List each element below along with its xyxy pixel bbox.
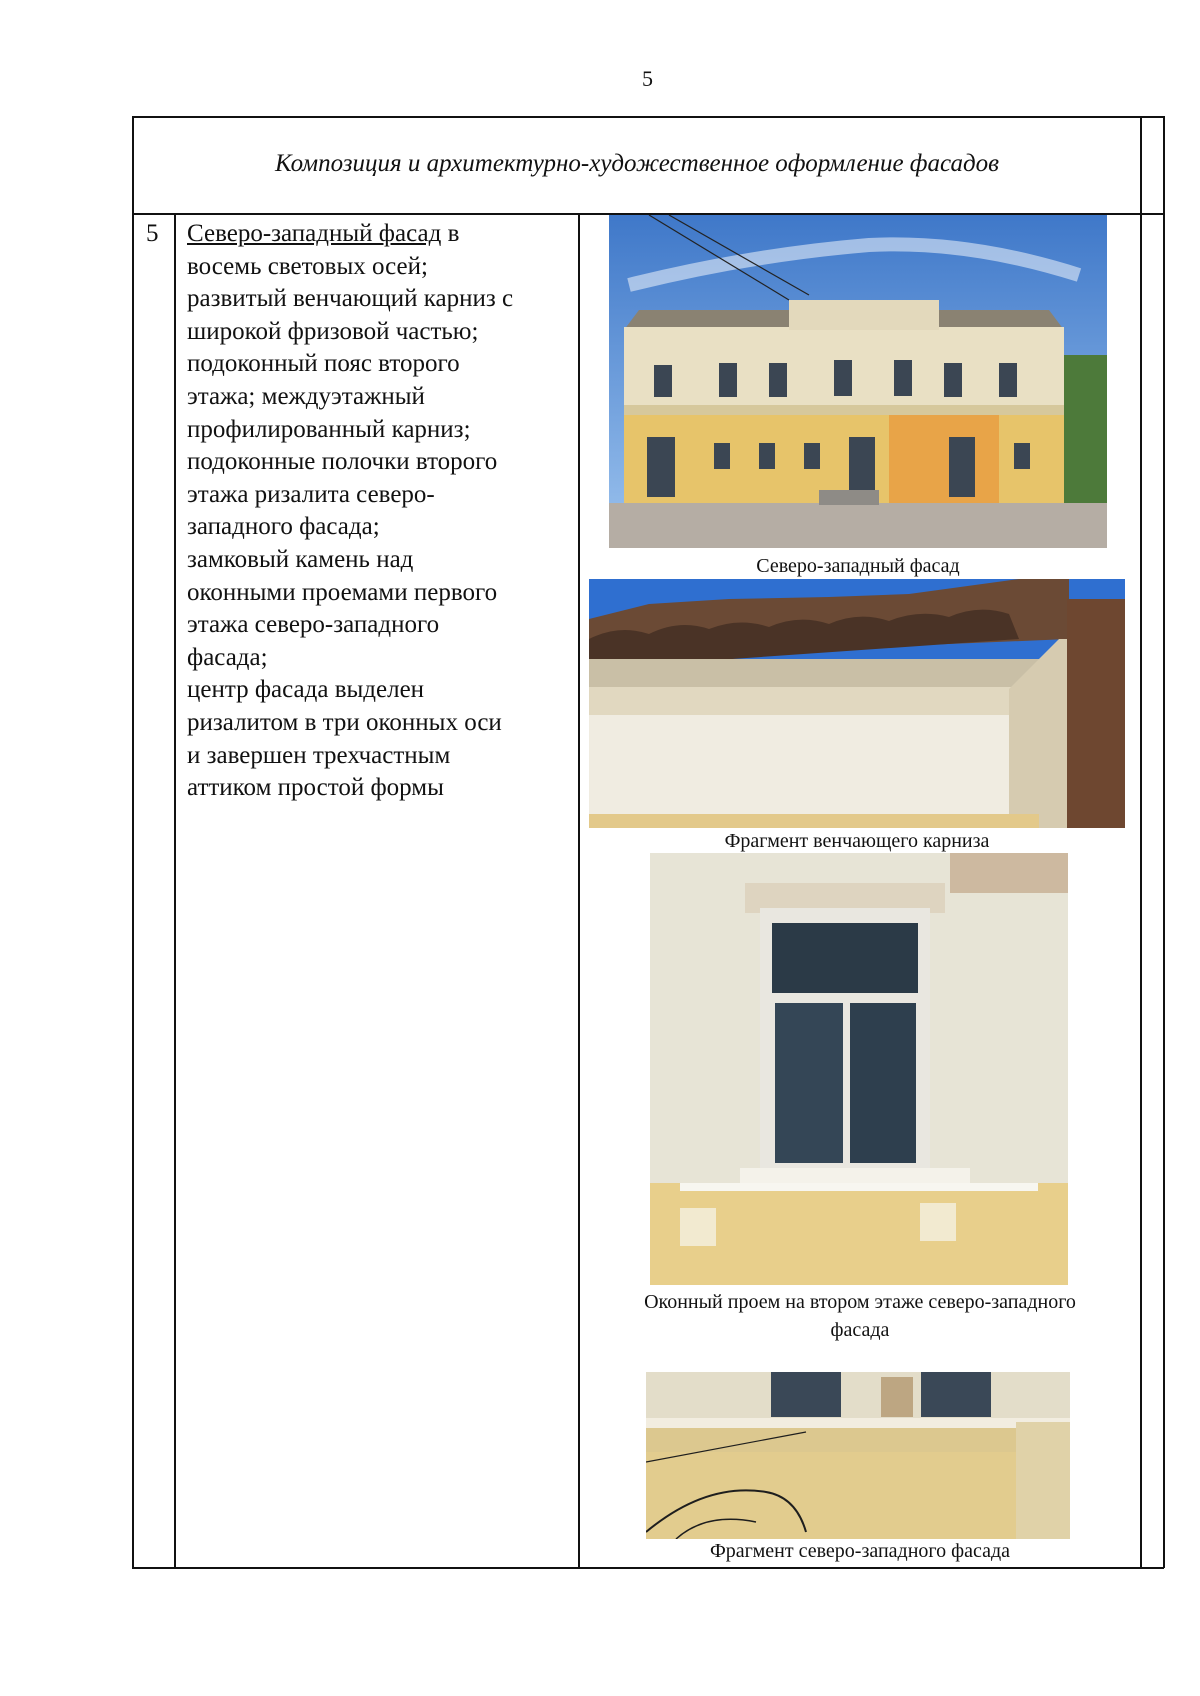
description-lead-underlined: Северо-западный фасад xyxy=(187,220,442,247)
col-divider-1 xyxy=(174,213,176,1568)
caption-northwest-facade: Северо-западный фасад xyxy=(756,555,960,577)
description-line: развитый венчающий карниз с xyxy=(187,285,514,313)
row-number: 5 xyxy=(146,220,159,247)
photo-window-second-floor xyxy=(650,853,1068,1285)
description-line: широкой фризовой частью; xyxy=(187,317,479,345)
caption-window-line-2: фасада xyxy=(830,1319,890,1341)
description-line: и завершен трехчастным xyxy=(187,741,451,769)
table-inner-right xyxy=(1140,116,1142,1568)
description-line: оконными проемами первого xyxy=(187,578,498,606)
photo-cornice-fragment xyxy=(589,579,1125,828)
caption-facade-fragment: Фрагмент северо-западного фасада xyxy=(709,1540,1011,1562)
table-border-top xyxy=(132,116,1164,118)
caption-window-line-1: Оконный проем на втором этаже северо-западного xyxy=(644,1291,1076,1313)
description-line: подоконный пояс второго xyxy=(187,350,460,378)
caption-cornice-fragment: Фрагмент венчающего карниза xyxy=(724,830,990,852)
description-line: профилированный карниз; xyxy=(187,415,471,443)
photo-facade-fragment xyxy=(646,1372,1070,1539)
description-line: подоконные полочки второго xyxy=(187,448,498,476)
table-header-title: Композиция и архитектурно-художественное оформление фасадов xyxy=(274,150,999,177)
row-description xyxy=(187,218,577,805)
description-line: центр фасада выделен xyxy=(187,676,425,704)
table-border-right xyxy=(1163,116,1165,1568)
description-line: этажа ризалита северо- xyxy=(187,480,435,508)
photo-northwest-facade xyxy=(609,215,1107,548)
description-line: замковый камень над xyxy=(187,545,414,573)
description-lead-rest: в xyxy=(441,220,460,247)
description-line xyxy=(187,218,577,251)
description-line: этажа; междуэтажный xyxy=(187,382,425,410)
description-line: восемь световых осей; xyxy=(187,252,428,280)
page-number: 5 xyxy=(642,66,653,91)
table-border-left xyxy=(132,116,134,1568)
table-border-bottom xyxy=(132,1567,1164,1569)
description-line: западного фасада; xyxy=(187,513,380,541)
description-line: аттиком простой формы xyxy=(187,774,444,802)
description-line: ризалитом в три оконных оси xyxy=(187,708,502,736)
description-line: фасада; xyxy=(187,643,268,671)
description-line: этажа северо-западного xyxy=(187,611,440,639)
col-divider-2 xyxy=(578,213,580,1568)
